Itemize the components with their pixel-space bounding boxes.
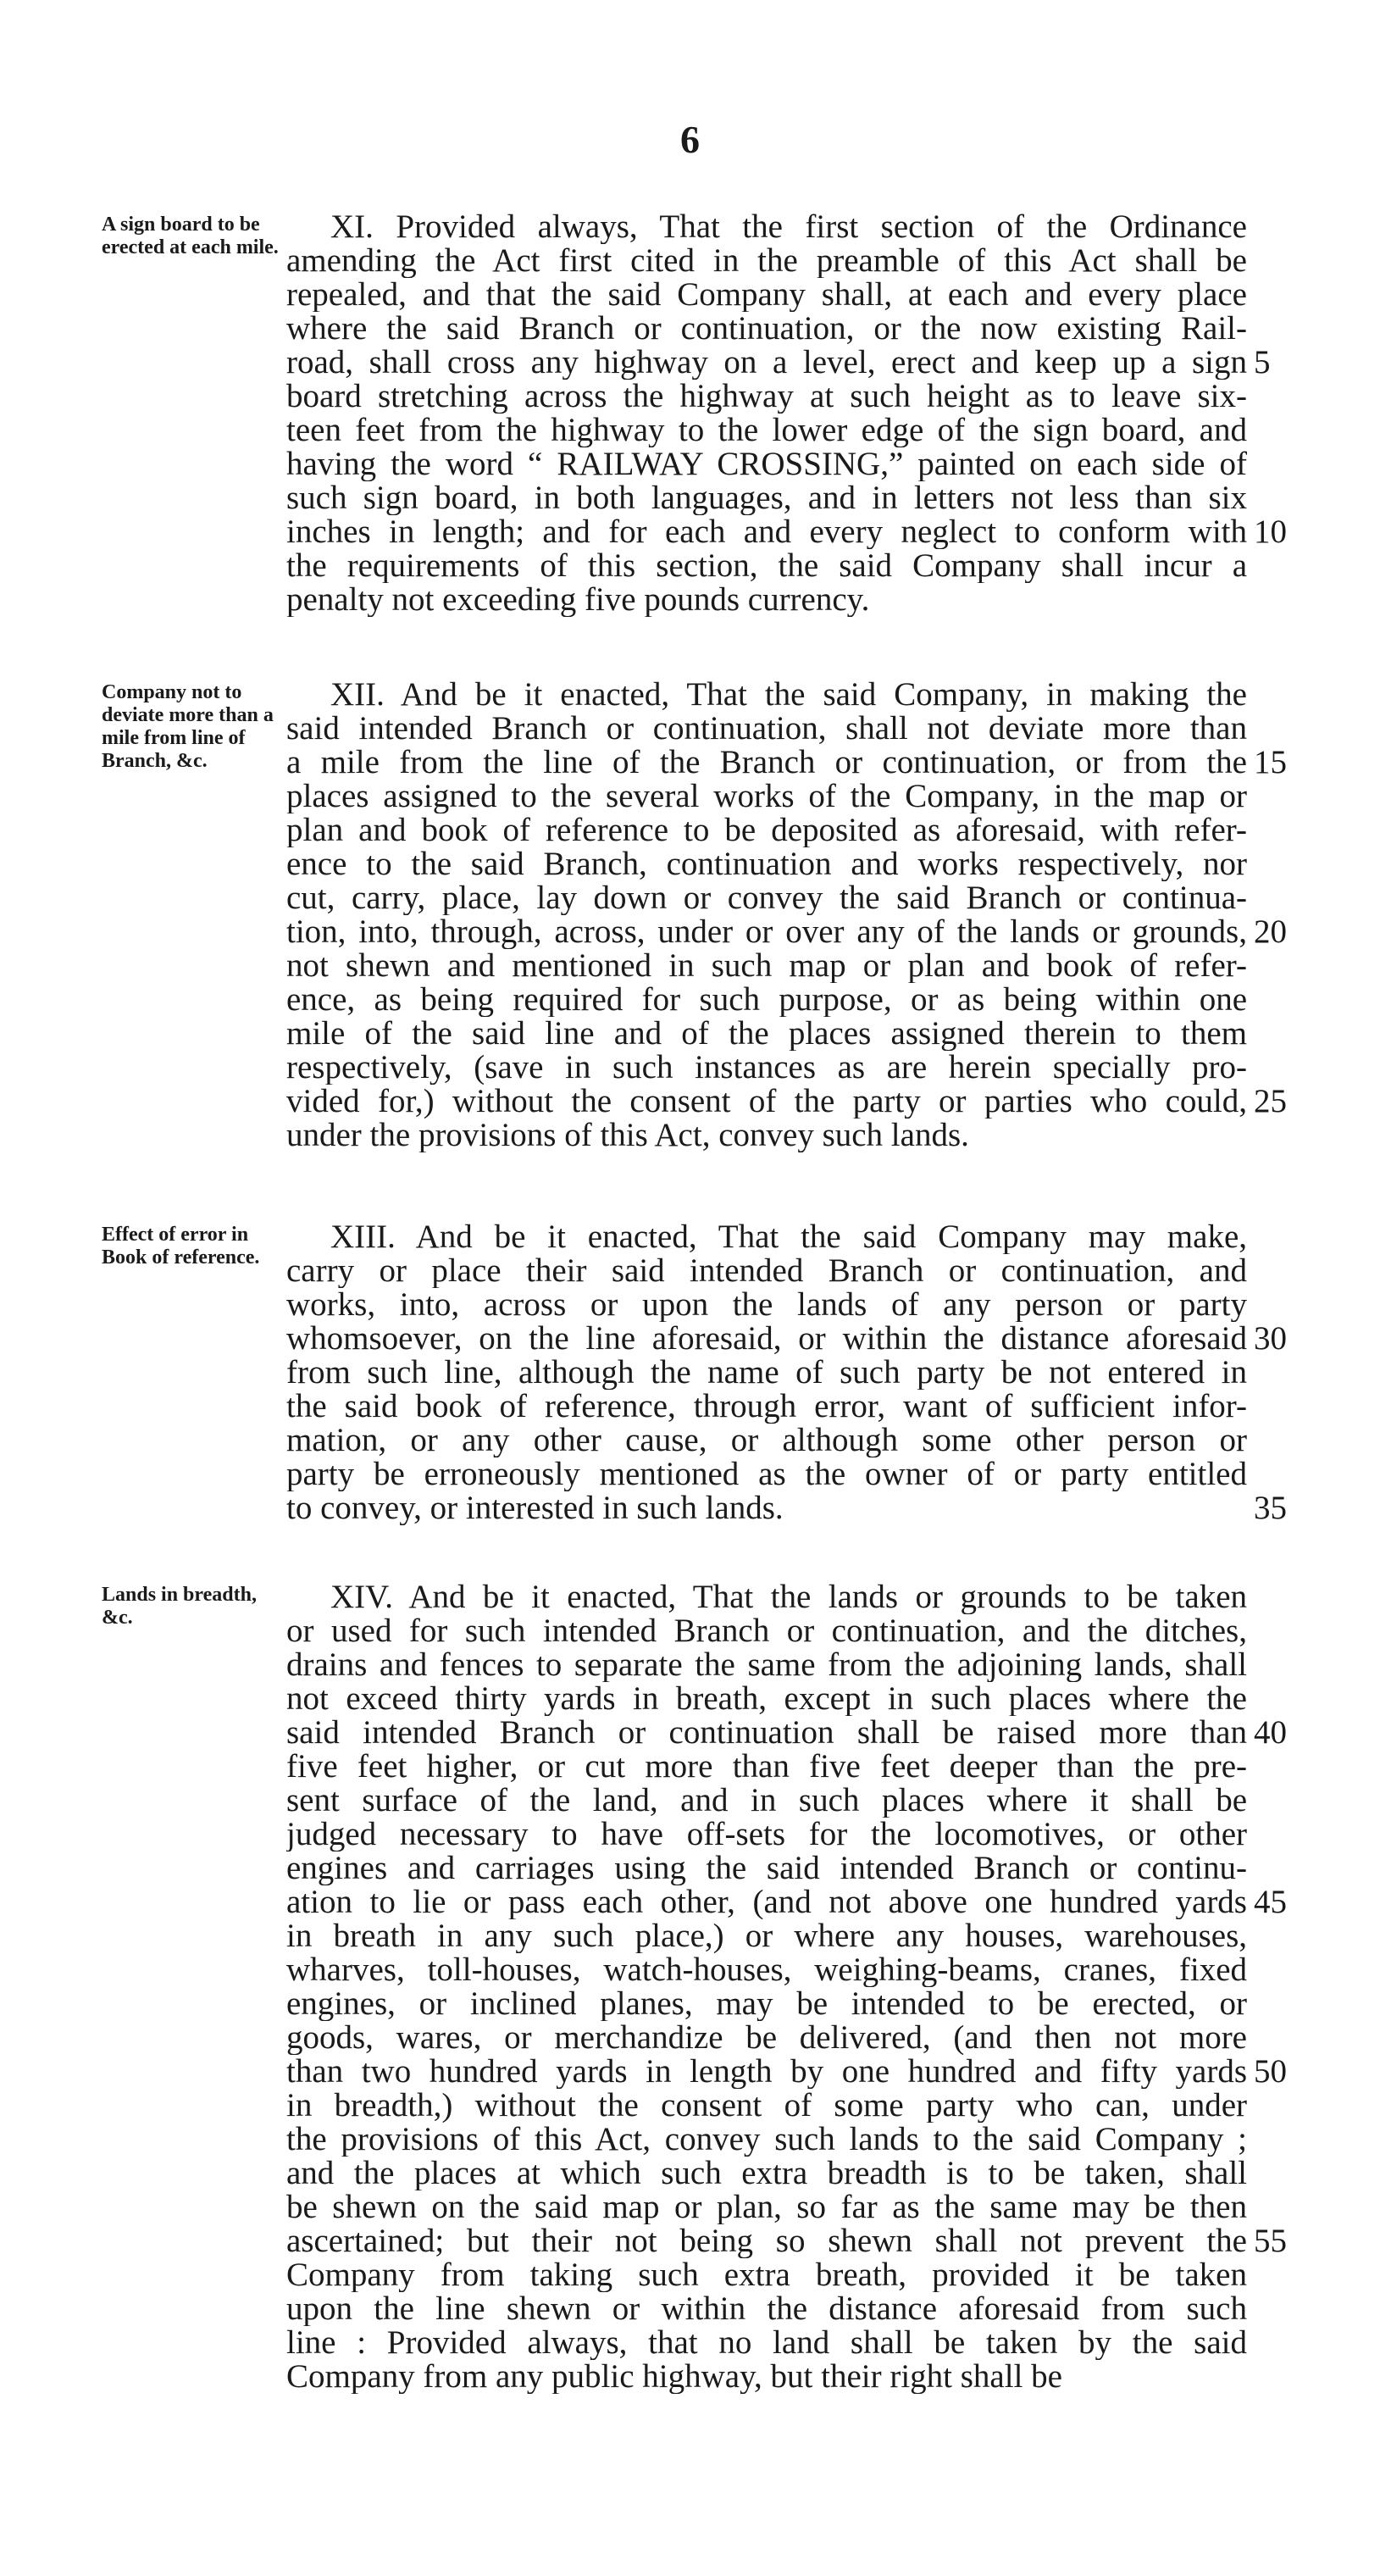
text-line: goods, wares, or merchandize be delivered, (and then not more xyxy=(286,2021,1247,2055)
text-line: ation to lie or pass each other, (and not above one hundred yards xyxy=(286,1885,1247,1919)
text-line: upon the line shewn or within the distance aforesaid from such xyxy=(286,2292,1247,2326)
text-line: five feet higher, or cut more than five feet deeper than the pre- xyxy=(286,1750,1247,1784)
line-number: 50 xyxy=(1254,2053,1287,2090)
line-number: 25 xyxy=(1254,1083,1287,1119)
text-line: plan and book of reference to be deposited as aforesaid, with refer- xyxy=(286,813,1247,847)
line-number: 30 xyxy=(1254,1320,1287,1357)
text-line: having the word “ RAILWAY CROSSING,” painted on each side of xyxy=(286,447,1247,481)
text-line: the said book of reference, through error, want of sufficient infor- xyxy=(286,1390,1247,1424)
text-line: mile of the said line and of the places assigned therein to them xyxy=(286,1017,1247,1051)
text-line: said intended Branch or continuation shall be raised more than xyxy=(286,1716,1247,1750)
text-line: and the places at which such extra breadth is to be taken, shall xyxy=(286,2157,1247,2190)
line-number: 5 xyxy=(1254,344,1271,380)
text-line: Company from any public highway, but their right shall be xyxy=(286,2360,1062,2394)
line-number: 40 xyxy=(1254,1714,1287,1751)
text-line: engines and carriages using the said intended Branch or continu- xyxy=(286,1852,1247,1885)
line-number: 20 xyxy=(1254,913,1287,950)
text-line: a mile from the line of the Branch or continuation, or from the xyxy=(286,746,1247,780)
margin-note: A sign board to be erected at each mile. xyxy=(102,214,279,258)
text-line: party be erroneously mentioned as the owner of or party entitled xyxy=(286,1457,1247,1491)
text-line: not exceed thirty yards in breath, except in such places where the xyxy=(286,1682,1247,1716)
text-line: works, into, across or upon the lands of any person or party xyxy=(286,1288,1247,1322)
text-line: XIV. And be it enacted, That the lands or grounds to be taken xyxy=(330,1580,1247,1614)
text-line: ascertained; but their not being so shewn shall not prevent the xyxy=(286,2224,1247,2258)
text-line: amending the Act first cited in the preamble of this Act shall be xyxy=(286,244,1247,278)
text-line: or used for such intended Branch or continuation, and the ditches, xyxy=(286,1614,1247,1648)
text-line: XII. And be it enacted, That the said Company, in making the xyxy=(330,678,1247,712)
text-line: judged necessary to have off-sets for the locomotives, or other xyxy=(286,1818,1247,1852)
text-line: XIII. And be it enacted, That the said Company may make, xyxy=(330,1220,1247,1254)
text-line: whomsoever, on the line aforesaid, or within the distance aforesaid xyxy=(286,1322,1247,1356)
margin-note: Effect of error in Book of reference. xyxy=(102,1224,260,1269)
text-line: Company from taking such extra breath, provided it be taken xyxy=(286,2258,1247,2292)
text-line: the requirements of this section, the said Company shall incur a xyxy=(286,549,1247,583)
text-line: in breath in any such place,) or where any houses, warehouses, xyxy=(286,1919,1247,1953)
text-line: be shewn on the said map or plan, so far as the same may be then xyxy=(286,2190,1247,2224)
text-line: said intended Branch or continuation, shall not deviate more than xyxy=(286,712,1247,746)
text-line: penalty not exceeding five pounds currency. xyxy=(286,583,870,617)
text-line: inches in length; and for each and every neglect to conform with xyxy=(286,515,1247,549)
text-line: in breadth,) without the consent of some party who can, under xyxy=(286,2089,1247,2123)
text-line: where the said Branch or continuation, or the now existing Rail- xyxy=(286,312,1247,346)
text-line: not shewn and mentioned in such map or plan and book of refer- xyxy=(286,949,1247,983)
text-line: from such line, although the name of such party be not entered in xyxy=(286,1356,1247,1390)
margin-note: Company not to deviate more than a mile from line of Branch, &c. xyxy=(102,681,274,772)
line-number: 35 xyxy=(1254,1490,1287,1526)
text-line: carry or place their said intended Branch or continuation, and xyxy=(286,1254,1247,1288)
text-line: under the provisions of this Act, convey such lands. xyxy=(286,1119,969,1152)
text-line: line : Provided always, that no land shall be taken by the said xyxy=(286,2326,1247,2360)
page-number: 6 xyxy=(680,118,700,161)
text-line: the provisions of this Act, convey such lands to the said Company ; xyxy=(286,2123,1247,2157)
text-line: ence to the said Branch, continuation and works respectively, nor xyxy=(286,847,1247,881)
text-line: sent surface of the land, and in such places where it shall be xyxy=(286,1784,1247,1818)
line-number: 10 xyxy=(1254,514,1287,550)
text-line: vided for,) without the consent of the party or parties who could, xyxy=(286,1085,1247,1119)
text-line: to convey, or interested in such lands. xyxy=(286,1491,784,1525)
text-line: mation, or any other cause, or although some other person or xyxy=(286,1424,1247,1457)
line-number: 15 xyxy=(1254,744,1287,780)
text-line: cut, carry, place, lay down or convey the said Branch or continua- xyxy=(286,881,1247,915)
text-line: wharves, toll-houses, watch-houses, weighing-beams, cranes, fixed xyxy=(286,1953,1247,1987)
text-line: places assigned to the several works of the Company, in the map or xyxy=(286,780,1247,813)
text-line: road, shall cross any highway on a level, erect and keep up a sign xyxy=(286,346,1247,380)
text-line: tion, into, through, across, under or over any of the lands or grounds, xyxy=(286,915,1247,949)
line-number: 55 xyxy=(1254,2223,1287,2259)
text-line: ence, as being required for such purpose, or as being within one xyxy=(286,983,1247,1017)
text-line: drains and fences to separate the same from the adjoining lands, shall xyxy=(286,1648,1247,1682)
text-line: respectively, (save in such instances as are herein specially pro- xyxy=(286,1051,1247,1085)
text-line: engines, or inclined planes, may be intended to be erected, or xyxy=(286,1987,1247,2021)
text-line: teen feet from the highway to the lower edge of the sign board, and xyxy=(286,414,1247,447)
text-line: than two hundred yards in length by one hundred and fifty yards xyxy=(286,2055,1247,2089)
margin-note: Lands in breadth, &c. xyxy=(102,1584,257,1629)
text-line: repealed, and that the said Company shall, at each and every place xyxy=(286,278,1247,312)
text-line: board stretching across the highway at such height as to leave six- xyxy=(286,380,1247,414)
line-number: 45 xyxy=(1254,1884,1287,1920)
text-line: XI. Provided always, That the first section of the Ordinance xyxy=(330,210,1247,244)
text-line: such sign board, in both languages, and in letters not less than six xyxy=(286,481,1247,515)
